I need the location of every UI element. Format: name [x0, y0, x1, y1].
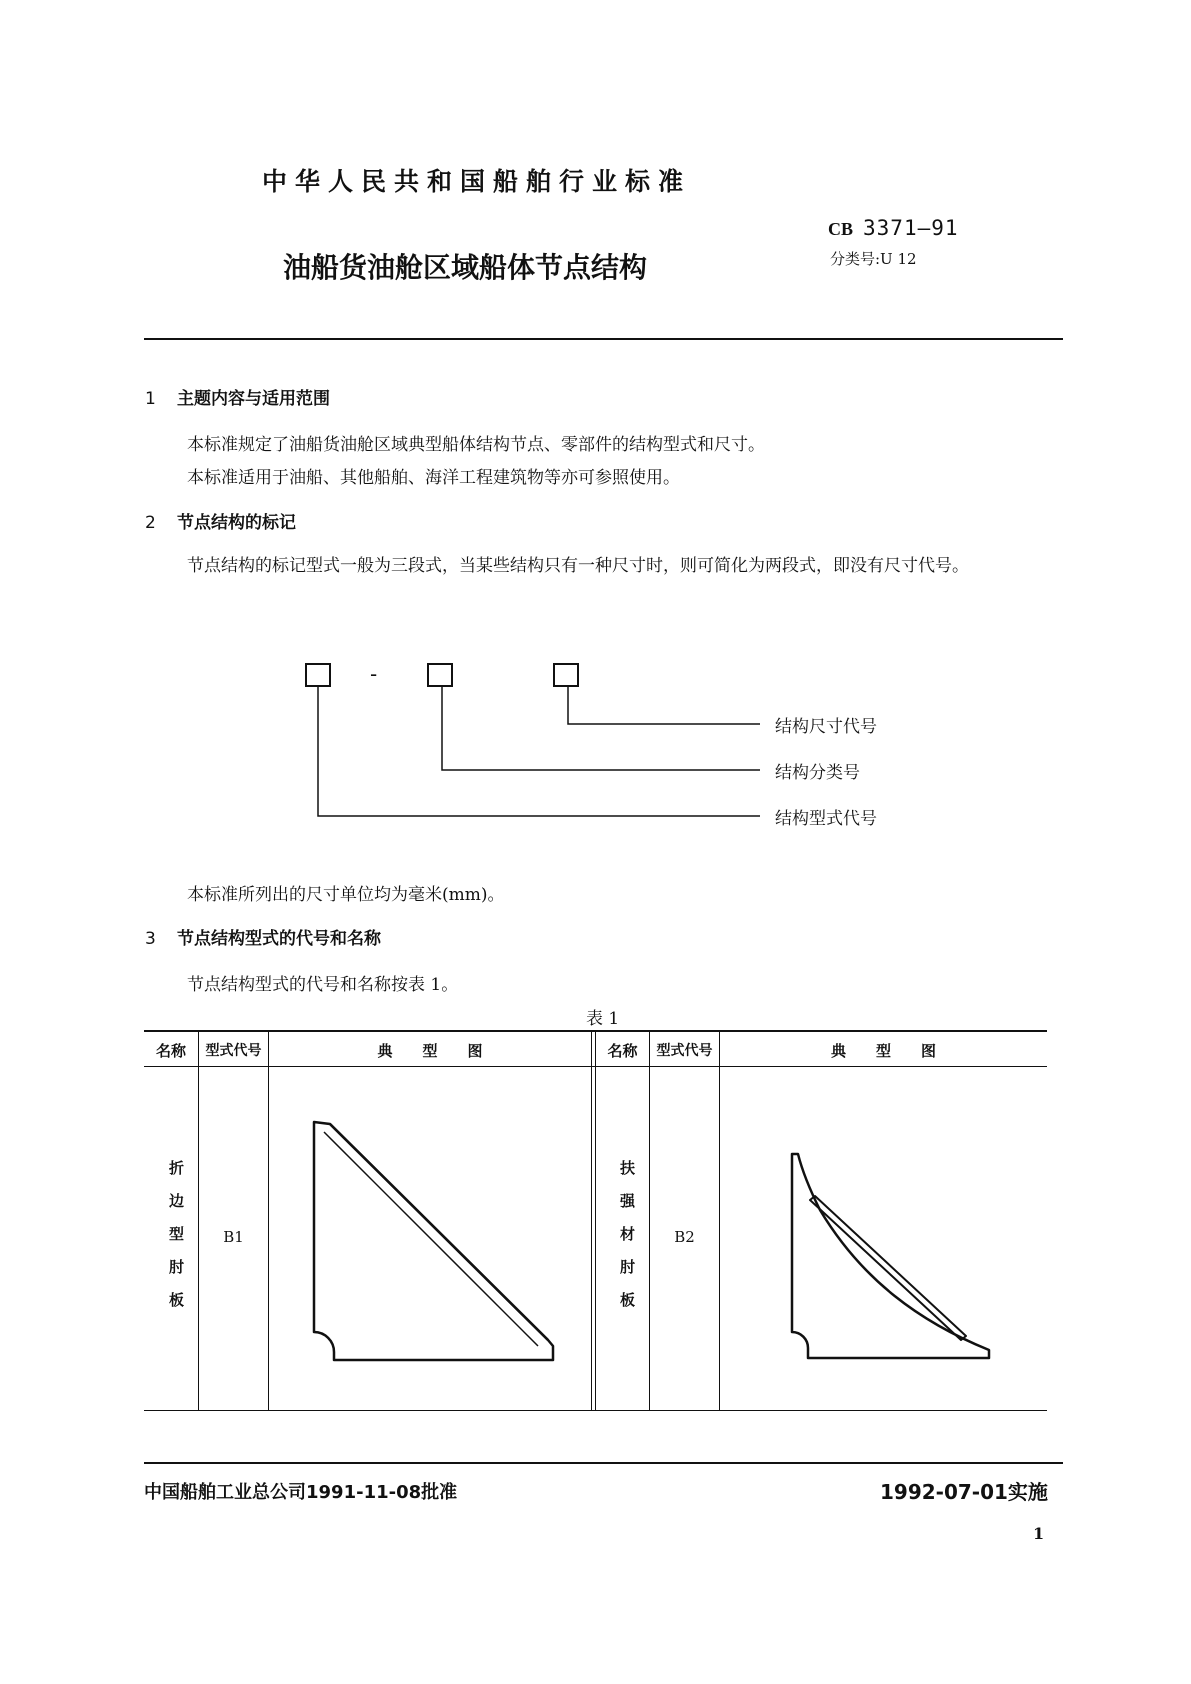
effective-date: 1992-07-01实施 — [880, 1480, 1048, 1504]
header-rule — [144, 338, 1063, 340]
label-size-code: 结构尺寸代号 — [775, 717, 877, 737]
footer-rule — [144, 1462, 1063, 1464]
standard-number: 3371—91 — [863, 216, 959, 240]
row-name-flanged-bracket: 折边型肘板 — [167, 1159, 185, 1325]
table-bottom-rule — [144, 1410, 1047, 1411]
header-type-code: 型式代号 — [656, 1043, 713, 1059]
header-name: 名称 — [155, 1042, 186, 1060]
header-typical-figure: 典 型 图 — [377, 1042, 483, 1060]
standard-code — [828, 216, 959, 240]
page-number: 1 — [1033, 1524, 1045, 1543]
col-divider — [649, 1030, 650, 1410]
doc-title: 油船货油舱区域船体节点结构 — [283, 251, 648, 284]
section-1-para-1: 本标准规定了油船货油舱区域典型船体结构节点、零部件的结构型式和尺寸。 — [187, 435, 765, 455]
marking-diagram — [290, 650, 770, 840]
col-divider — [591, 1030, 592, 1410]
header-type-code: 型式代号 — [205, 1043, 262, 1059]
flange-edge — [330, 1124, 548, 1340]
col-divider — [719, 1030, 720, 1410]
leader-size-code — [568, 686, 760, 724]
row-code-b2: B2 — [674, 1228, 695, 1246]
stiffener — [810, 1196, 966, 1340]
label-class-number: 结构分类号 — [775, 763, 860, 783]
section-1-para-2: 本标准适用于油船、其他船舶、海洋工程建筑物等亦可参照使用。 — [187, 468, 680, 488]
leader-type-code — [318, 686, 760, 816]
flange-line — [324, 1132, 538, 1346]
col-divider — [268, 1030, 269, 1410]
diagram-dash: - — [370, 662, 378, 686]
row-name-stiffener-bracket: 扶强材肘板 — [618, 1159, 636, 1325]
table-caption: 表 1 — [586, 1009, 620, 1029]
box-class-number — [428, 664, 452, 686]
figure-stiffener-bracket — [770, 1140, 1010, 1380]
header-typical-figure: 典 型 图 — [830, 1042, 936, 1060]
row-code-b1: B1 — [223, 1228, 244, 1246]
classification-code: 分类号:U 12 — [830, 250, 917, 268]
section-3-title: 3 节点结构型式的代号和名称 — [145, 929, 381, 949]
section-1-title: 1 主题内容与适用范围 — [145, 389, 330, 409]
standard-prefix: CB — [828, 219, 854, 239]
section-2-para: 节点结构的标记型式一般为三段式，当某些结构只有一种尺寸时，则可简化为两段式，即没有尺寸代号。 — [187, 556, 969, 576]
leader-class-number — [442, 686, 760, 770]
header-name: 名称 — [607, 1042, 638, 1060]
box-type-code — [306, 664, 330, 686]
bracket-outline — [792, 1154, 989, 1358]
col-divider — [198, 1030, 199, 1410]
figure-flanged-bracket — [300, 1110, 570, 1370]
section-3-para: 节点结构型式的代号和名称按表 1。 — [187, 975, 459, 995]
approval-line: 中国船舶工业总公司1991-11-08批准 — [144, 1482, 458, 1503]
org-title: 中华人民共和国船舶行业标准 — [262, 167, 692, 196]
col-divider — [595, 1030, 596, 1410]
unit-note: 本标准所列出的尺寸单位均为毫米(mm)。 — [187, 885, 505, 905]
box-size-code — [554, 664, 578, 686]
section-2-title: 2 节点结构的标记 — [145, 513, 296, 533]
label-type-code: 结构型式代号 — [775, 809, 877, 829]
